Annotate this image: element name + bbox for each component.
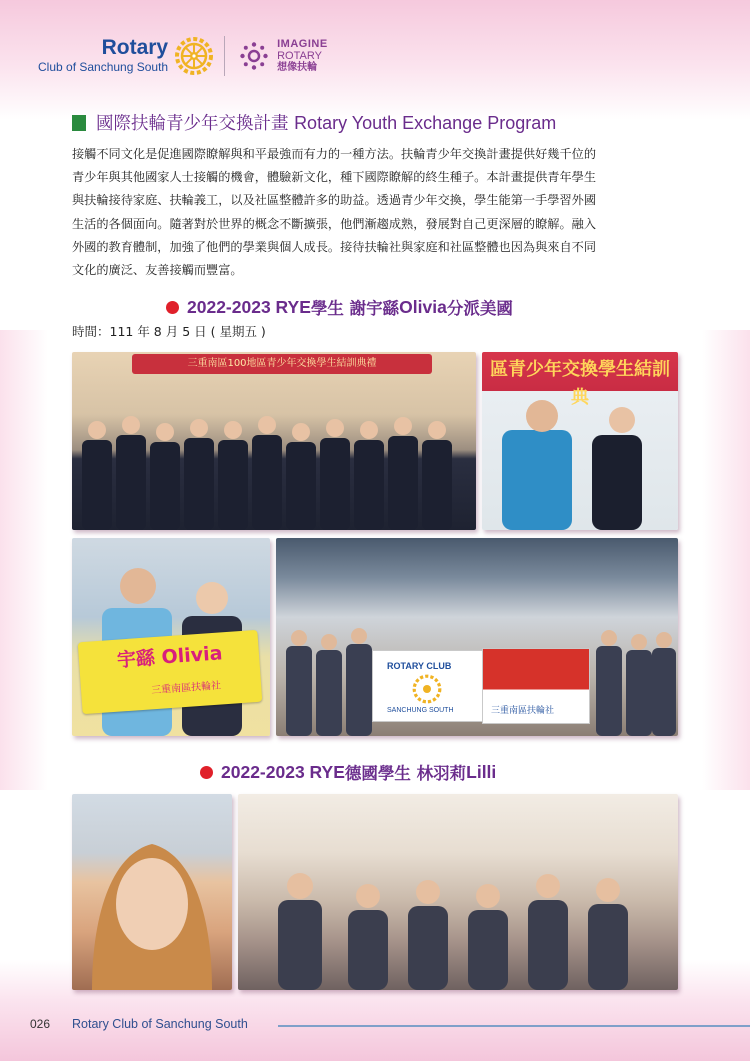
rotary-word: Rotary bbox=[101, 36, 169, 59]
club-name: Club of Sanchung South bbox=[38, 60, 169, 74]
imagine-line-1: IMAGINE bbox=[277, 38, 328, 50]
flag-wheel-icon bbox=[411, 673, 443, 705]
footer-club-name: Rotary Club of Sanchung South bbox=[72, 1017, 248, 1031]
intro-paragraph bbox=[72, 143, 682, 282]
imagine-line-2: ROTARY bbox=[277, 50, 322, 62]
pin-silhouettes bbox=[482, 380, 678, 530]
club-flag bbox=[482, 648, 590, 724]
intro-line: 接觸不同文化是促進國際瞭解與和平最強而有力的一種方法。扶輪青少年交換計畫提供好幾千位的 bbox=[72, 147, 597, 161]
lilli-heading bbox=[200, 760, 496, 784]
olivia-heading-en: Olivia bbox=[399, 296, 447, 317]
rotary-club-flag bbox=[372, 650, 484, 722]
logo-divider bbox=[224, 36, 225, 76]
left-decor-band bbox=[0, 330, 48, 790]
olivia-heading-year: 2022-2023 RYE bbox=[187, 296, 311, 317]
intro-line: 文化的廣泛、友善接觸而豐富。 bbox=[72, 263, 243, 278]
title-zh: 國際扶輪青少年交換計畫 bbox=[96, 114, 295, 134]
section-title bbox=[72, 110, 556, 135]
photo-group-ceremony bbox=[72, 352, 476, 530]
sign-club: 三重南區扶輪社 bbox=[150, 680, 222, 697]
header-logos bbox=[38, 30, 328, 82]
right-decor-band bbox=[702, 330, 750, 790]
title-en: Rotary Youth Exchange Program bbox=[294, 113, 557, 133]
lilli-heading-en: Lilli bbox=[466, 761, 497, 782]
red-bullet-icon bbox=[200, 766, 213, 779]
intro-line: 生活的各個面向。隨著對於世界的概念不斷擴張，他們漸趨成熟，發展對自己更深層的瞭解。融入 bbox=[72, 216, 597, 231]
ceremony-banner: 三重南區100地區青少年交換學生結訓典禮 bbox=[132, 354, 432, 374]
page-number: 026 bbox=[30, 1017, 51, 1031]
olivia-heading-zh2: 分派美國 bbox=[446, 299, 513, 318]
flag-club-text: 三重南區扶輪社 bbox=[491, 706, 555, 716]
lilli-group-silhouettes bbox=[238, 840, 678, 990]
flag-rotary-bottom: SANCHUNG SOUTH bbox=[387, 707, 454, 714]
olivia-name-sign bbox=[78, 630, 263, 714]
rotary-logo-text bbox=[38, 37, 168, 75]
imagine-sun-icon bbox=[239, 41, 269, 71]
photo-lilli-portrait bbox=[72, 794, 232, 990]
rotary-wheel-icon bbox=[174, 36, 214, 76]
flag-rotary-top: ROTARY CLUB bbox=[387, 661, 452, 671]
photo-olivia-sign bbox=[72, 538, 270, 736]
intro-line: 與扶輪接待家庭、扶輪義工，以及社區整體許多的助益。透過青少年交換，學生能第一手學習外國 bbox=[72, 193, 597, 208]
lilli-silhouette bbox=[72, 794, 232, 990]
footer-divider bbox=[278, 1025, 750, 1027]
lilli-heading-zh: 德國學生 林羽莉 bbox=[344, 764, 467, 783]
imagine-rotary-logo bbox=[239, 38, 328, 74]
title-text bbox=[96, 110, 556, 135]
lilli-heading-year: 2022-2023 RYE bbox=[221, 761, 345, 782]
photo-lilli-group bbox=[238, 794, 678, 990]
olivia-heading bbox=[166, 295, 513, 319]
imagine-line-3: 想像扶輪 bbox=[277, 62, 318, 73]
ceremony-banner-2: 區青少年交換學生結訓典 bbox=[490, 359, 670, 408]
event-date: 時間：111 年 8 月 5 日 ( 星期五 ) bbox=[72, 324, 266, 339]
photo-airport-sendoff bbox=[276, 538, 678, 736]
title-bullet-square bbox=[72, 115, 86, 131]
red-bullet-icon bbox=[166, 301, 179, 314]
sign-name: 宇繇 Olivia bbox=[116, 642, 224, 672]
intro-line: 青少年與其他國家人士接觸的機會，體驗新文化，種下國際瞭解的終生種子。本計畫提供青年學生 bbox=[72, 170, 597, 185]
intro-line: 外國的教育體制，加強了他們的學業與個人成長。接待扶輪社與家庭和社區整體也因為與來自不同 bbox=[72, 239, 597, 254]
photo-pin-ceremony bbox=[482, 352, 678, 530]
group-silhouettes bbox=[72, 380, 476, 530]
olivia-heading-zh: 學生 謝宇繇 bbox=[310, 299, 400, 318]
